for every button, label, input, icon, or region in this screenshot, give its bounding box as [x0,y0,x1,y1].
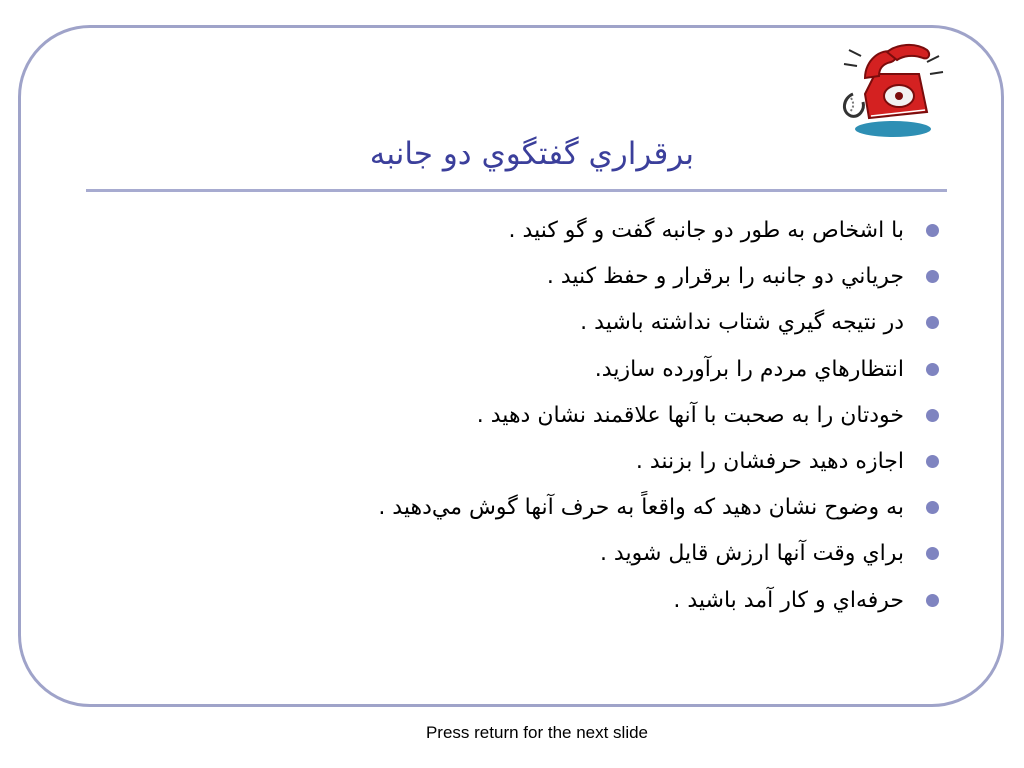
bullet-dot-icon [926,455,939,468]
bullet-text: براي وقت آنها ارزش قايل شويد . [599,541,904,567]
bullet-text: به وضوح نشان دهيد كه واقعاً به حرف آنها گوش مي‌دهيد . [378,495,904,521]
bullet-text: انتظارهاي مردم را برآورده سازيد. [594,356,904,382]
bullet-text: در نتيجه گيري شتاب نداشته باشيد . [580,310,904,336]
bullet-dot-icon [926,501,939,514]
bullet-text: خودتان را به صحبت با آنها علاقمند نشان دهيد . [476,402,904,428]
bullet-item [220,300,940,346]
bullet-dot-icon [926,316,939,329]
bullet-text: جرياني دو جانبه را برقرار و حفظ كنيد . [546,264,904,290]
slide-title: برقراري گفتگوي دو جانبه [369,136,694,172]
bullet-text: با اشخاص به طور دو جانبه گفت و گو كنيد . [508,218,904,243]
bullet-item [220,393,940,439]
bullet-item [220,485,940,531]
next-slide-hint: Press return for the next slide [425,723,649,742]
bullet-text: حرفه‌اي و كار آمد باشيد . [673,587,904,613]
bullet-dot-icon [926,594,939,607]
bullet-dot-icon [926,270,939,283]
bullet-list [220,208,940,624]
bullet-dot-icon [926,224,939,237]
telephone-icon [835,38,945,140]
bullet-item [220,208,940,254]
bullet-dot-icon [926,363,939,376]
bullet-text: اجازه دهيد حرفشان را بزنند . [635,448,904,474]
title-divider [86,189,947,192]
bullet-item [220,578,940,624]
bullet-item [220,439,940,485]
bullet-dot-icon [926,547,939,560]
bullet-item [220,254,940,300]
bullet-item [220,347,940,393]
bullet-dot-icon [926,409,939,422]
bullet-item [220,531,940,577]
